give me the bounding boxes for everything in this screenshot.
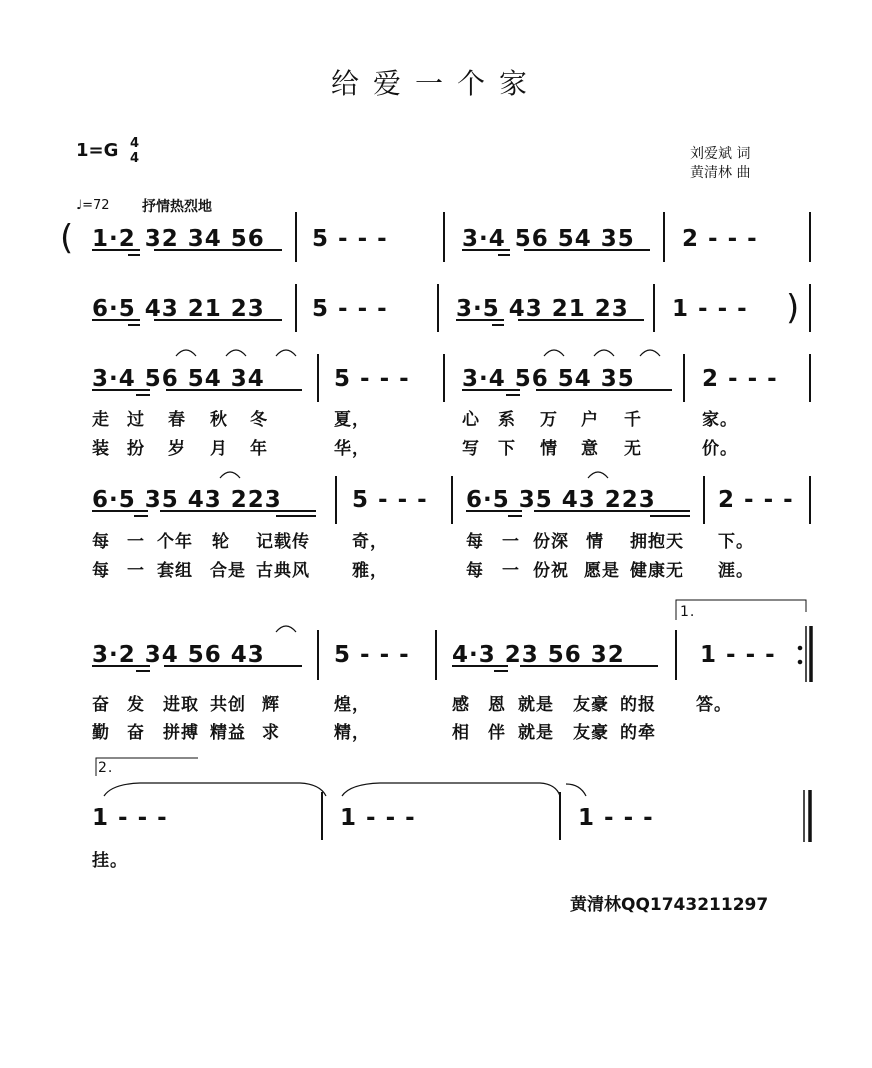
lyric-3-2-11: 无 [624, 439, 642, 459]
lyric-3-1-2: 过 [127, 410, 145, 430]
tie-arc [342, 783, 560, 796]
lyric-4-1-10: 情 [586, 532, 604, 552]
slur-arc [544, 350, 564, 356]
lyric-5-1-2: 发 [127, 695, 145, 715]
repeat-dot [798, 646, 802, 650]
measure-2-1: 6·5 43 21 23 [92, 296, 265, 322]
lyric-5-1-4: 共创 [210, 695, 246, 715]
lyric-4-2-2: 一 [127, 561, 145, 581]
lyric-3-1-4: 秋 [210, 410, 228, 430]
measure-5-4: 1 - - - [700, 642, 776, 668]
repeat-paren-open: ( [60, 218, 75, 258]
lyric-4-1-12: 下。 [718, 532, 754, 552]
lyric-5-1-9: 就是 [518, 695, 554, 715]
slur-arc [640, 350, 660, 356]
measure-2-3: 3·5 43 21 23 [456, 296, 629, 322]
lyric-5-2-11: 的牵 [620, 723, 656, 743]
slur-arc [276, 626, 296, 632]
lyric-5-1-10: 友豪 [573, 695, 609, 715]
time-sig-top: 4 [130, 136, 140, 151]
measure-3-3: 3·4 56 54 35 [462, 366, 635, 392]
lyric-5-2-2: 奋 [127, 723, 145, 743]
lyric-3-2-9: 情 [540, 439, 558, 459]
measure-4-2: 5 - - - [352, 487, 428, 513]
tempo-marking: ♩=72 [76, 198, 110, 213]
time-sig-bottom: 4 [130, 151, 140, 166]
lyric-4-2-7: 每 [466, 561, 484, 581]
lyric-5-2-9: 就是 [518, 723, 554, 743]
repeat-dot [798, 660, 802, 664]
lyric-5-1-11: 的报 [620, 695, 656, 715]
lyric-3-2-12: 价。 [702, 439, 738, 459]
lyric-3-1-8: 系 [498, 410, 516, 430]
lyric-4-1-9: 份深 [533, 532, 569, 552]
lyric-6-1-1: 挂。 [92, 851, 128, 871]
lyric-3-2-10: 意 [581, 439, 599, 459]
lyric-4-1-3: 个年 [157, 532, 193, 552]
volta-2-label: 2. [98, 760, 114, 776]
lyric-5-2-4: 精益 [210, 723, 246, 743]
lyric-4-2-10: 愿是 [584, 561, 620, 581]
measure-6-3: 1 - - - [578, 805, 654, 831]
measure-1-3: 3·4 56 54 35 [462, 226, 635, 252]
measure-3-2: 5 - - - [334, 366, 410, 392]
lyric-3-2-7: 写 [462, 439, 480, 459]
lyric-5-2-1: 勤 [92, 723, 110, 743]
expression-marking: 抒情热烈地 [142, 199, 212, 215]
lyric-5-1-12: 答。 [696, 695, 732, 715]
lyric-5-1-5: 辉 [262, 695, 280, 715]
lyric-5-2-10: 友豪 [573, 723, 609, 743]
lyric-5-1-8: 恩 [488, 695, 506, 715]
lyric-4-1-4: 轮 [212, 532, 230, 552]
lyric-3-1-9: 万 [540, 410, 558, 430]
lyric-5-2-7: 相 [452, 723, 470, 743]
lyric-5-1-6: 煌， [334, 695, 370, 715]
lyric-4-2-4: 合是 [210, 561, 246, 581]
measure-5-3: 4·3 23 56 32 [452, 642, 625, 668]
volta-1-label: 1. [680, 604, 696, 620]
lyric-4-1-1: 每 [92, 532, 110, 552]
lyric-3-1-7: 心 [462, 410, 480, 430]
lyric-4-2-11: 健康无 [630, 561, 684, 581]
lyric-5-1-3: 进取 [163, 695, 199, 715]
measure-5-1: 3·2 34 56 43 [92, 642, 265, 668]
measure-5-2: 5 - - - [334, 642, 410, 668]
lyric-4-2-5: 古典风 [256, 561, 310, 581]
tie-arc [104, 783, 326, 796]
lyric-4-1-7: 每 [466, 532, 484, 552]
measure-4-1: 6·5 35 43 223 [92, 487, 282, 513]
lyric-3-2-4: 月 [210, 439, 228, 459]
measure-3-1: 3·4 56 54 34 [92, 366, 265, 392]
lyric-3-1-5: 冬 [250, 410, 268, 430]
measure-4-3: 6·5 35 43 223 [466, 487, 656, 513]
lyric-3-1-6: 夏， [334, 410, 370, 430]
measure-6-1: 1 - - - [92, 805, 168, 831]
lyric-3-1-12: 家。 [702, 410, 738, 430]
lyric-3-1-1: 走 [92, 410, 110, 430]
lyric-5-2-6: 精， [334, 723, 370, 743]
measure-1-4: 2 - - - [682, 226, 758, 252]
measure-6-2: 1 - - - [340, 805, 416, 831]
lyric-4-2-12: 涯。 [718, 561, 754, 581]
song-title: 给爱一个家 [330, 67, 541, 100]
measure-3-4: 2 - - - [702, 366, 778, 392]
repeat-paren-close: ) [786, 288, 801, 328]
measure-1-1: 1·2 32 34 56 [92, 226, 265, 252]
lyric-4-1-2: 一 [127, 532, 145, 552]
measure-1-2: 5 - - - [312, 226, 388, 252]
lyric-4-1-5: 记载传 [256, 532, 310, 552]
lyric-3-2-1: 装 [92, 439, 110, 459]
lyric-3-2-6: 华， [334, 439, 370, 459]
measure-4-4: 2 - - - [718, 487, 794, 513]
lyric-5-2-5: 求 [262, 723, 280, 743]
transcriber-signature: 黄清林QQ1743211297 [570, 895, 769, 915]
lyric-4-2-1: 每 [92, 561, 110, 581]
measure-2-2: 5 - - - [312, 296, 388, 322]
lyric-4-2-3: 套组 [157, 561, 193, 581]
lyric-4-2-9: 份祝 [533, 561, 569, 581]
lyric-5-2-3: 拼搏 [163, 723, 199, 743]
volta-2-bracket [96, 758, 198, 776]
measure-2-4: 1 - - - [672, 296, 748, 322]
lyric-4-1-8: 一 [502, 532, 520, 552]
slur-arc [594, 350, 614, 356]
lyric-4-2-8: 一 [502, 561, 520, 581]
lyric-3-2-8: 下 [498, 439, 516, 459]
composer-credit: 黄清林 曲 [690, 165, 751, 181]
slur-arc [226, 350, 246, 356]
lyric-3-1-10: 户 [581, 410, 599, 430]
lyricist-credit: 刘爱斌 词 [690, 146, 751, 162]
lyric-3-2-5: 年 [250, 439, 268, 459]
tie-arc [566, 784, 586, 796]
lyric-3-2-2: 扮 [127, 439, 145, 459]
volta-1-bracket [676, 600, 806, 620]
slur-arc [176, 350, 196, 356]
slur-arc [276, 350, 296, 356]
lyric-3-2-3: 岁 [168, 439, 186, 459]
lyric-4-1-6: 奇， [352, 532, 388, 552]
lyric-3-1-3: 春 [168, 410, 186, 430]
lyric-4-2-6: 雅， [352, 561, 388, 581]
key-signature: 1=G [76, 140, 119, 161]
slur-arc [588, 472, 608, 478]
lyric-5-1-7: 感 [452, 695, 470, 715]
lyric-4-1-11: 拥抱天 [630, 532, 684, 552]
lyric-5-1-1: 奋 [92, 695, 110, 715]
lyric-3-1-11: 千 [624, 410, 642, 430]
slur-arc [220, 472, 240, 478]
lyric-5-2-8: 伴 [488, 723, 506, 743]
